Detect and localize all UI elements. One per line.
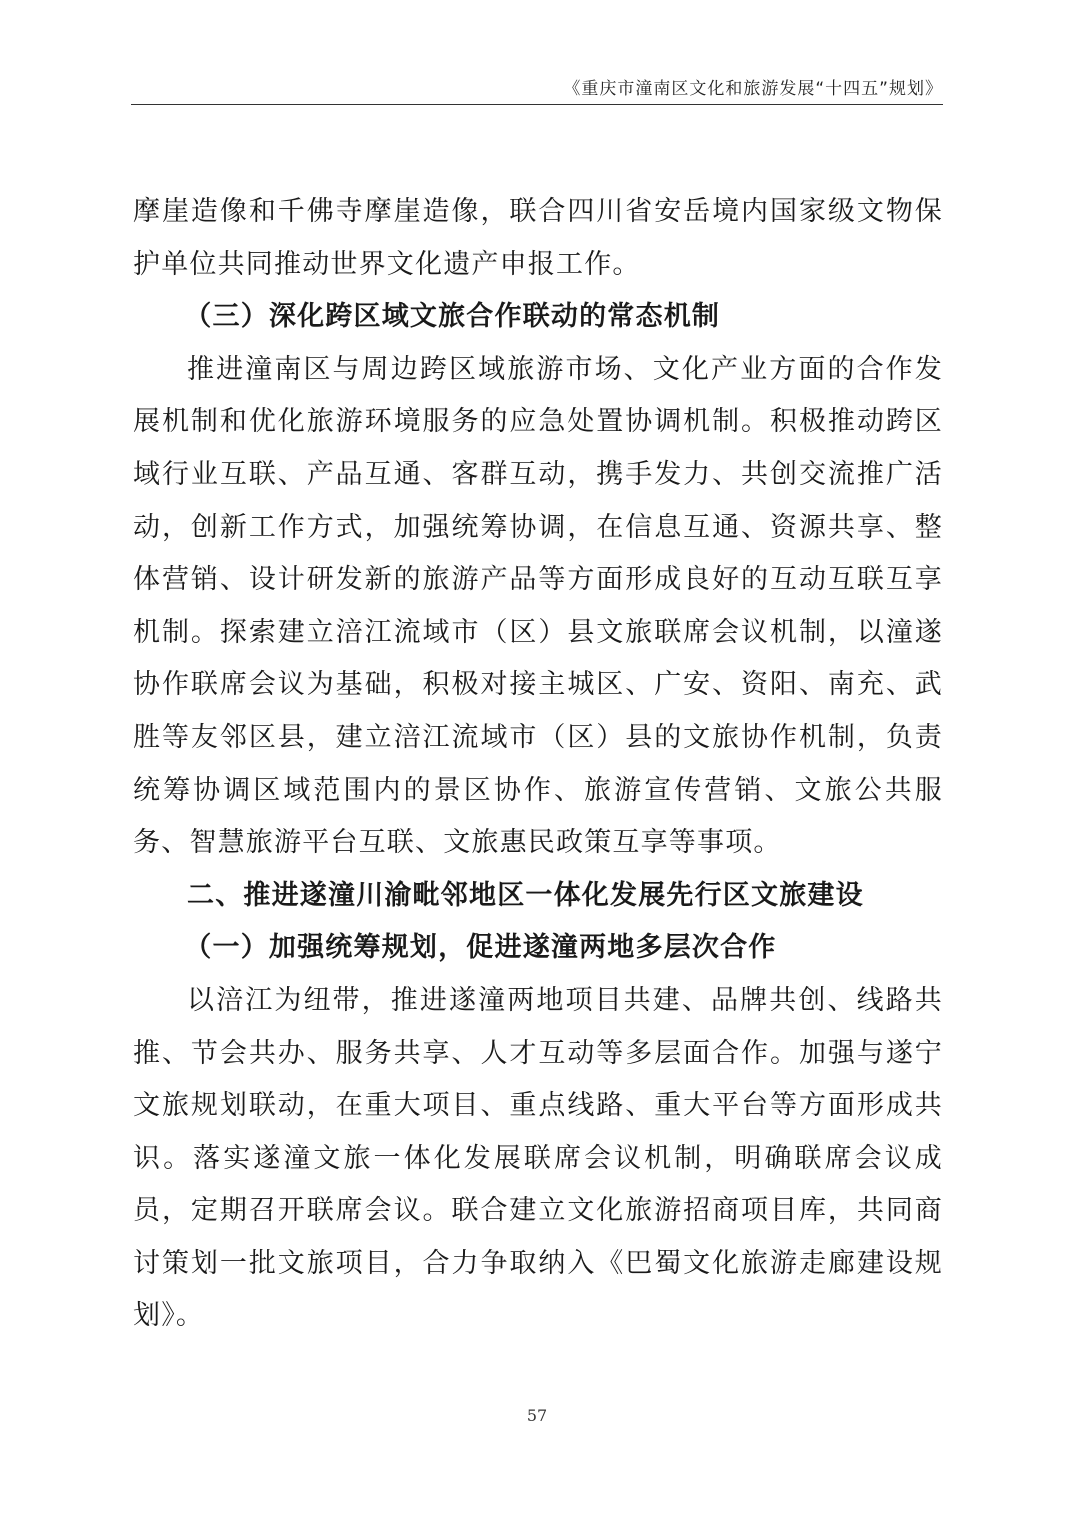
document-body <box>133 186 943 1343</box>
page-number: 57 <box>526 1406 548 1425</box>
section-heading-2: 二、推进遂潼川渝毗邻地区一体化发展先行区文旅建设 <box>187 879 864 911</box>
running-header: 《重庆市潼南区文化和旅游发展“十四五”规划》 <box>563 79 943 99</box>
paragraph-suitong: 以涪江为纽带，推进遂潼两地项目共建、品牌共创、线路共推、节会共办、服务共享、人才互动等多层面合作。加强与遂宁文旅规划联动，在重大项目、重点线路、重大平台等方面形成共识。落实遂潼文旅一体化发展联席会议机制，明确联席会议成员，定期召开联席会议。联合建立文化旅游招商项目库，共同商讨策划一批文旅项目，合力争取纳入《巴蜀文化旅游走廊建设规划》。 <box>133 984 943 1332</box>
header-rule <box>131 104 943 105</box>
subsection-heading-2-1: （一）加强统筹规划，促进遂潼两地多层次合作 <box>184 932 777 964</box>
paragraph-continuation: 摩崖造像和千佛寺摩崖造像，联合四川省安岳境内国家级文物保护单位共同推动世界文化遗产申报工作。 <box>133 196 943 280</box>
paragraph-cross-region: 推进潼南区与周边跨区域旅游市场、文化产业方面的合作发展机制和优化旅游环境服务的应急处置协调机制。积极推动跨区域行业互联、产品互通、客群互动，携手发力、共创交流推广活动，创新工作方式，加强统筹协调，在信息互通、资源共享、整体营销、设计研发新的旅游产品等方面形成良好的互动互联互享机制。探索建立涪江流域市（区）县文旅联席会议机制，以潼遂协作联席会议为基础，积极对接主城区、广安、资阳、南充、武胜等友邻区县，建立涪江流域市（区）县的文旅协作机制，负责统筹协调区域范围内的景区协作、旅游宣传营销、文旅公共服务、智慧旅游平台互联、文旅惠民政策互享等事项。 <box>133 353 943 859</box>
subsection-heading-3: （三）深化跨区域文旅合作联动的常态机制 <box>184 301 721 333</box>
